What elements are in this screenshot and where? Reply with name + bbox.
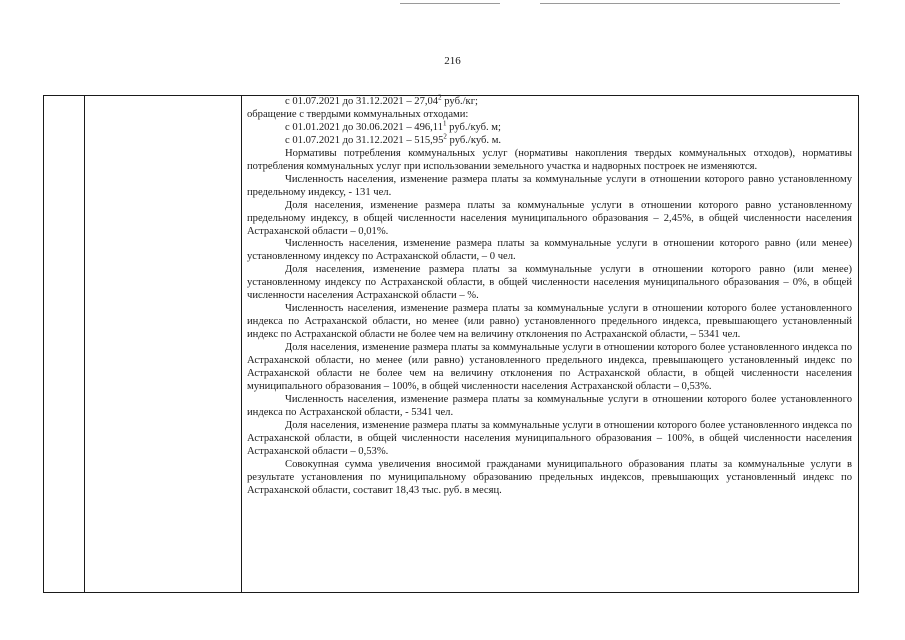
paragraph-text: обращение с твердыми коммунальных отходами: — [247, 108, 469, 120]
paragraph-text: Численность населения, изменение размера платы за коммунальные услуги в отношении которого равно установленному предельному индексу, - 131 чел. — [247, 173, 852, 198]
paragraph — [247, 174, 852, 200]
paragraph — [247, 148, 852, 174]
paragraph — [247, 238, 852, 264]
scan-edge-mark — [400, 3, 500, 4]
table-cell-text — [247, 93, 852, 498]
paragraph — [247, 132, 852, 148]
column-divider — [84, 96, 85, 592]
paragraph-text: Численность населения, изменение размера платы за коммунальные услуги в отношении которого более установленного индекса по Астраханской области, - 5341 чел. — [247, 393, 852, 418]
paragraph-tail: руб./кг; — [441, 96, 478, 107]
paragraph — [247, 303, 852, 342]
paragraph-text: с 01.01.2021 до 30.06.2021 – 496,11 — [285, 121, 444, 133]
footnote-marker: 2 — [443, 132, 447, 141]
paragraph-tail: руб./куб. м; — [446, 121, 501, 133]
paragraph — [247, 93, 852, 109]
paragraph-tail: руб./куб. м. — [446, 134, 502, 146]
paragraph-text: Доля населения, изменение размера платы за коммунальные услуги в отношении которого более установленного индекса по Астраханской области, но менее (или равно) установленного предельного индекса, превышающего установленный индекс по Астраханской области не более чем на величину отклонения по Астраханской области, в общей численности населения муниципального образования – 100%, в общей численности населения Астраханской области – 0,53%. — [247, 342, 852, 392]
footnote-marker: 2 — [438, 93, 442, 102]
paragraph-text: Доля населения, изменение размера платы за коммунальные услуги в отношении которого равно установленному предельному индексу, в общей численности населения муниципального образования – 2,45%, в общей численности населения Астраханской области – 0,01%. — [247, 199, 852, 237]
paragraph — [247, 342, 852, 394]
paragraph — [247, 420, 852, 459]
paragraph-text: Доля населения, изменение размера платы за коммунальные услуги в отношении которого равно (или менее) установленному индексу по Астраханской области, в общей численности населения муниципального образования – 0%, в общей численности населения Астраханской области – %. — [247, 264, 852, 302]
scan-edge-mark — [540, 3, 840, 4]
paragraph — [247, 200, 852, 239]
paragraph — [247, 459, 852, 498]
paragraph-text: Доля населения, изменение размера платы за коммунальные услуги в отношении которого более установленного индекса по Астраханской области, в общей численности населения муниципального образования – 100%, в общей численности населения Астраханской области – 0,53%. — [247, 419, 852, 457]
paragraph-text: Численность населения, изменение размера платы за коммунальные услуги в отношении которого равно (или менее) установленному индексу по Астраханской области, – 0 чел. — [247, 238, 852, 263]
paragraph-text: с 01.07.2021 до 31.12.2021 – 515,95 — [285, 134, 444, 146]
page-number: 216 — [444, 55, 461, 67]
paragraph-text: Совокупная сумма увеличения вносимой гражданами муниципального образования платы за коммунальные услуги в результате установления по муниципальному образованию предельных индексов, превышающих установленный индекс по Астраханской области, составит 18,43 тыс. руб. в месяц. — [247, 458, 852, 496]
column-divider — [241, 96, 242, 592]
paragraph — [247, 394, 852, 420]
paragraph — [247, 119, 852, 135]
footnote-marker: 1 — [443, 119, 447, 128]
paragraph-text: Численность населения, изменение размера платы за коммунальные услуги в отношении которого более установленного индекса по Астраханской области, но менее (или равно) установленного предельного индекса, превышающего установленный индекс по Астраханской области не более чем на величину отклонения по Астраханской области, – 5341 чел. — [247, 303, 852, 341]
paragraph — [247, 109, 852, 122]
paragraph-text: Нормативы потребления коммунальных услуг (нормативы накопления твердых коммунальных отходов), нормативы потребления коммунальных услуг при использовании земельного участка и надворных построек не изменяются. — [247, 147, 852, 172]
paragraph-text: с 01.07.2021 до 31.12.2021 – 27,04 — [285, 96, 439, 107]
paragraph — [247, 264, 852, 303]
